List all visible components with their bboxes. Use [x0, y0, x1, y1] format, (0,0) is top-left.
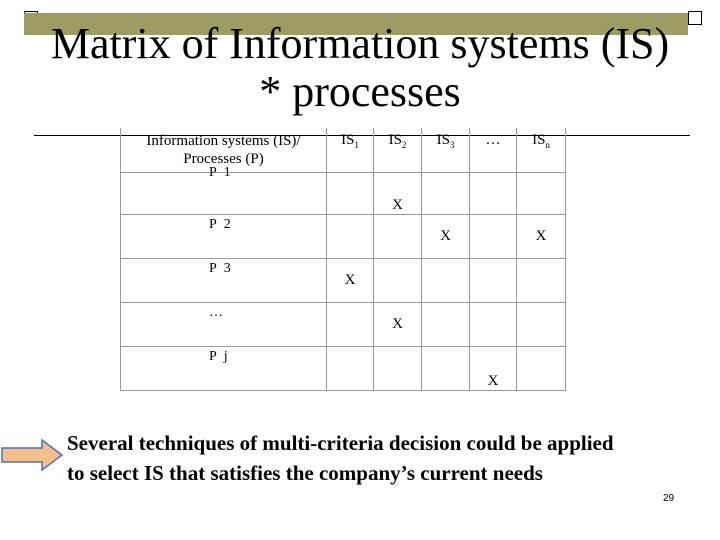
matrix-cell	[327, 259, 374, 303]
row-label-ellipsis: …	[121, 303, 327, 347]
column-header-is3-base: IS	[436, 132, 450, 148]
column-header-ellipsis	[470, 128, 517, 173]
matrix-cell	[374, 259, 422, 303]
column-header-is1	[327, 128, 374, 173]
column-header-ellipsis-base: …	[485, 132, 501, 148]
slide-title-line-1: Matrix of Information systems (IS)	[50, 19, 670, 68]
row-label-p1: P 1	[121, 165, 327, 207]
matrix-cell	[517, 303, 566, 347]
matrix-row-p3	[121, 259, 566, 303]
matrix-cell	[422, 259, 470, 303]
matrix-cell	[422, 303, 470, 347]
matrix-mark: X	[440, 228, 451, 244]
matrix-row-p1	[121, 173, 566, 215]
matrix-cell	[470, 259, 517, 303]
column-header-is2-base: IS	[388, 132, 402, 148]
column-header-is2-sub: 2	[401, 140, 407, 150]
matrix-row-p2	[121, 215, 566, 259]
matrix-cell	[374, 303, 422, 347]
matrix-cell	[470, 173, 517, 215]
matrix-cell	[422, 173, 470, 215]
conclusion-note	[67, 428, 707, 488]
slide-title	[20, 20, 700, 116]
arrow-right-icon	[0, 438, 64, 472]
matrix-cell	[374, 173, 422, 215]
matrix-cell	[470, 347, 517, 391]
matrix-mark: X	[392, 197, 403, 213]
page-number: 29	[663, 493, 675, 504]
is-process-matrix	[120, 128, 566, 391]
matrix-mark: X	[344, 272, 356, 288]
matrix-cell	[422, 215, 470, 259]
column-header-isn	[517, 128, 566, 173]
matrix-cell	[517, 215, 566, 259]
column-header-isn-base: IS	[532, 132, 546, 148]
matrix-cell	[374, 215, 422, 259]
matrix-mark: X	[487, 373, 499, 389]
corner-header-line-1: Information systems (IS)/	[146, 133, 301, 149]
note-line-1: Several techniques of multi-criteria decision could be applied	[67, 431, 614, 455]
row-label-pj: P j	[121, 347, 327, 391]
column-header-isn-sub: n	[545, 140, 550, 150]
matrix-cell	[327, 303, 374, 347]
column-header-is2	[374, 128, 422, 173]
matrix-cell	[327, 173, 374, 215]
matrix-cell	[517, 347, 566, 391]
column-header-is1-sub: 1	[354, 140, 359, 150]
corner-header-line-2: Processes (P)	[183, 151, 264, 167]
matrix-cell	[517, 173, 566, 215]
matrix-row-ellipsis	[121, 303, 566, 347]
column-header-is1-base: IS	[341, 132, 355, 148]
column-header-is3	[422, 128, 470, 173]
row-label-p3: P 3	[121, 259, 327, 303]
matrix-mark: X	[392, 316, 403, 332]
slide-title-line-2: * processes	[259, 67, 461, 116]
matrix-cell	[470, 303, 517, 347]
matrix-cell	[470, 215, 517, 259]
matrix-cell	[517, 259, 566, 303]
matrix-cell	[422, 347, 470, 391]
matrix-cell	[374, 347, 422, 391]
matrix-mark: X	[535, 228, 547, 244]
column-header-is3-sub: 3	[449, 140, 455, 150]
matrix-cell	[327, 215, 374, 259]
row-label-p2: P 2	[121, 215, 327, 259]
matrix-cell	[327, 347, 374, 391]
note-line-2: to select IS that satisfies the company’s current needs	[67, 461, 543, 485]
matrix-row-pj	[121, 347, 566, 391]
